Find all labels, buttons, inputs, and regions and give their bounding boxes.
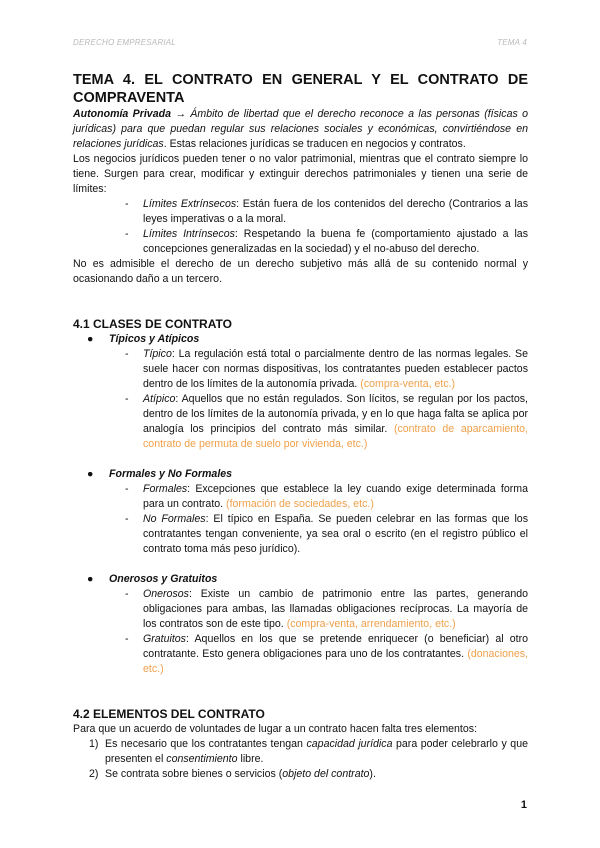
bullet-group-tipicos: ● Típicos y Atípicos — [87, 333, 200, 345]
intro-term: Autonomía Privada — [73, 108, 171, 120]
item-text: : Aquellos en los que se pretende enriquecer (o beneficiar) al otro contratante. Esto genera obligaciones para uno de los contratantes. — [143, 633, 528, 660]
intro-definition: Ámbito de libertad que el derecho reconoce a las personas (físicas o jurídicas) para que puedan regular sus relaciones sociales y económicas, convirtiéndose en relaciones jurídicas — [73, 108, 529, 150]
item-term: Gratuitos — [143, 633, 186, 645]
item-number: 1) — [89, 738, 99, 750]
intro-definition-rest: . Estas relaciones jurídicas se traducen en negocios y contratos. — [163, 138, 466, 150]
item-text: para poder celebrarlo y que presenten el — [105, 738, 528, 765]
intro-paragraph — [73, 107, 528, 152]
item-text: Se contrata sobre bienes o servicios ( — [105, 768, 283, 780]
item-number: 2) — [89, 768, 99, 780]
item-term: No Formales — [143, 513, 206, 525]
limit-text: : Respetando la buena fe (comportamiento ajustado a las concepciones generalizadas en la sociedad) y el no-abuso del derecho. — [143, 228, 528, 255]
intro-paragraph-3: No es admisible el derecho de un derecho subjetivo más allá de su contenido normal y ocasionando daño a un tercero. — [73, 258, 528, 285]
item-example: (formación de sociedades, etc.) — [226, 498, 374, 510]
item-term: Típico — [143, 348, 172, 360]
section-4-2-heading: 4.2 ELEMENTOS DEL CONTRATO — [73, 707, 265, 721]
bullet-group-formales: ● Formales y No Formales — [87, 468, 233, 480]
section-4-2-intro: Para que un acuerdo de voluntades de lugar a un contrato hacen falta tres elementos: — [73, 723, 478, 735]
class-item: - No Formales: El típico en España. Se pueden celebrar en las formas que los contratantes tengan conveniente, ya sea oral o escrito (en el registro público el contrato toma más peso jurídico). — [125, 513, 528, 555]
class-item: - Típico: La regulación está total o parcialmente dentro de las normas legales. Se suele hacer con normas dispositivas, los contratantes pueden establecer pactos dentro de los límites de la autonomía privada. (compra-venta, etc.) — [125, 348, 528, 390]
item-example: (donaciones, etc.) — [143, 648, 528, 675]
group-label: Formales y No Formales — [109, 468, 233, 480]
group-label: Onerosos y Gratuitos — [109, 573, 218, 585]
page-number: 1 — [520, 799, 527, 811]
document-body — [73, 72, 528, 782]
limit-term: Límites Intrínsecos — [143, 228, 235, 240]
item-example: (contrato de aparcamiento, contrato de permuta de suelo por vivienda, etc.) — [143, 423, 528, 450]
item-text: : El típico en España. Se pueden celebrar en las formas que los contratantes tengan conveniente, ya sea oral o escrito (en el registro público el contrato toma más peso jurídico). — [143, 513, 528, 555]
item-term: Formales — [143, 483, 188, 495]
item-text: : Excepciones que establece la ley cuando exige determinada forma para un contrato. — [143, 483, 528, 510]
item-text: ). — [369, 768, 376, 780]
intro-paragraph-2: Los negocios jurídicos pueden tener o no valor patrimonial, mientras que el contrato siempre lo tiene. Surgen para crear, modificar y extinguir derechos patrimoniales y tienen una serie de límites: — [73, 153, 528, 195]
item-text: : Existe un cambio de patrimonio entre las partes, generando obligaciones para ambas, las llamadas obligaciones recíprocas. La mayoría de los contratos son de este tipo. — [143, 588, 528, 630]
intro-arrow: → — [170, 108, 191, 120]
limit-text: : Están fuera de los contenidos del derecho (Contrarios a las leyes imperativas o a la moral. — [143, 198, 528, 225]
item-emphasis: consentimiento — [166, 753, 238, 765]
limit-term: Límites Extrínsecos — [143, 198, 237, 210]
item-term: Onerosos — [143, 588, 189, 600]
running-header-right: TEMA 4 — [497, 38, 527, 47]
document-title: TEMA 4. EL CONTRATO EN GENERAL Y EL CONTRATO DE COMPRAVENTA — [73, 72, 528, 106]
item-term: Atípico — [143, 393, 176, 405]
item-example: (compra-venta, etc.) — [360, 378, 456, 390]
section-4-1-heading: 4.1 CLASES DE CONTRATO — [73, 317, 232, 331]
running-header-left: DERECHO EMPRESARIAL — [73, 38, 176, 47]
bullet-group-onerosos: ● Onerosos y Gratuitos — [87, 573, 218, 585]
item-text: : La regulación está total o parcialmente dentro de las normas legales. Se suele hacer con normas dispositivas, los contratantes pueden establecer pactos dentro de los límites de la autonomía privada. — [143, 348, 528, 390]
element-item — [73, 767, 528, 782]
group-label: Típicos y Atípicos — [109, 333, 200, 345]
item-emphasis: capacidad jurídica — [306, 738, 393, 750]
item-text: Es necesario que los contratantes tengan — [105, 738, 307, 750]
item-text: libre. — [237, 753, 264, 765]
limit-item: - Límites Extrínsecos: Están fuera de los contenidos del derecho (Contrarios a las leyes imperativas o a la moral. — [125, 198, 528, 225]
class-item: - Atípico: Aquellos que no están regulados. Son lícitos, se regulan por los pactos, dentro de los límites de la autonomía privada, y en lo que haga falta se aplica por analogía los principios del contrato más similar. (contrato de aparcamiento, contrato de permuta de suelo por vivienda, etc.) — [125, 393, 528, 450]
class-item: - Onerosos: Existe un cambio de patrimonio entre las partes, generando obligaciones para ambas, las llamadas obligaciones recíprocas. La mayoría de los contratos son de este tipo. (compra-venta, arrendamiento, etc.) — [125, 588, 528, 630]
item-emphasis: objeto del contrato — [282, 768, 370, 780]
item-text: : Aquellos que no están regulados. Son lícitos, se regulan por los pactos, dentro de los límites de la autonomía privada, y en lo que haga falta se aplica por analogía los principios del contrato más similar. — [143, 393, 528, 435]
limit-item: - Límites Intrínsecos: Respetando la buena fe (comportamiento ajustado a las concepciones generalizadas en la sociedad) y el no-abuso del derecho. — [125, 228, 528, 255]
class-item: - Gratuitos: Aquellos en los que se pretende enriquecer (o beneficiar) al otro contratante. Esto genera obligaciones para uno de los contratantes. (donaciones, etc.) — [125, 633, 528, 675]
class-item: - Formales: Excepciones que establece la ley cuando exige determinada forma para un contrato. (formación de sociedades, etc.) — [125, 483, 528, 510]
element-item — [73, 737, 528, 767]
item-example: (compra-venta, arrendamiento, etc.) — [286, 618, 456, 630]
